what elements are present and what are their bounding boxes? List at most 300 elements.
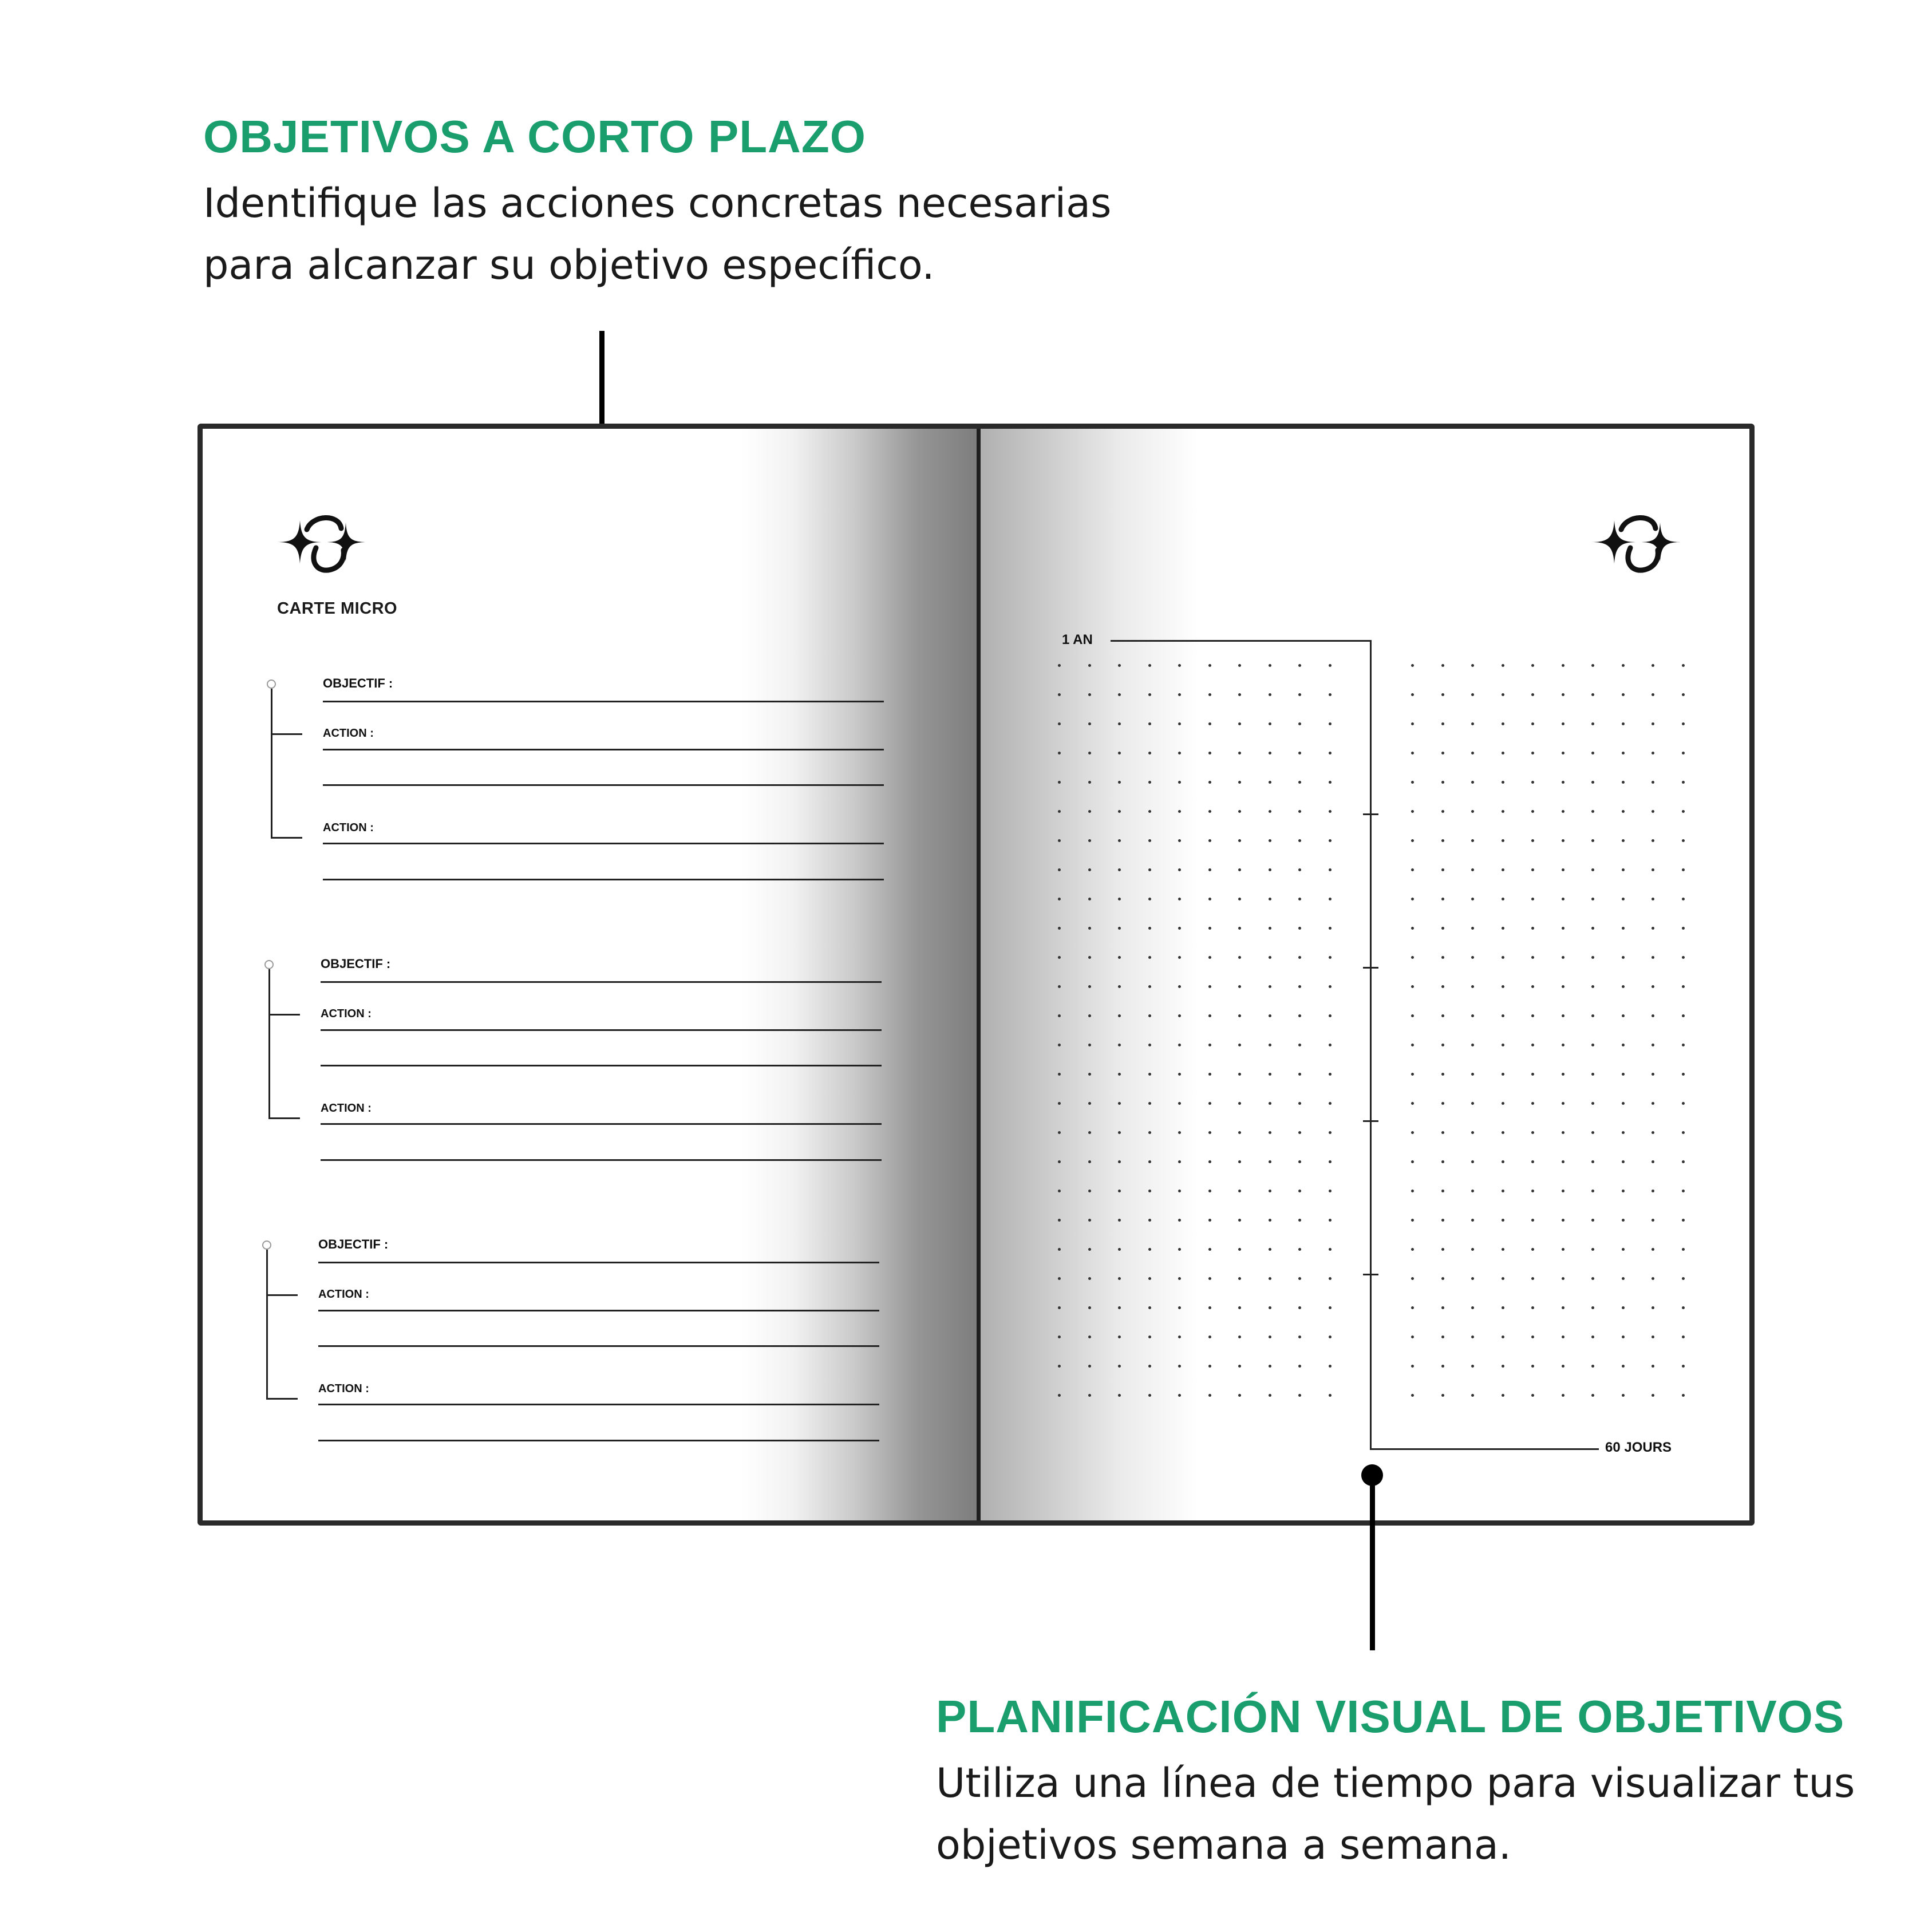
- grid-dot: [1238, 956, 1241, 959]
- grid-dot: [1208, 1306, 1211, 1309]
- grid-dot: [1298, 1044, 1301, 1046]
- grid-dot: [1088, 898, 1091, 900]
- grid-dot: [1562, 1160, 1564, 1163]
- grid-dot: [1682, 898, 1685, 900]
- grid-dot: [1298, 1394, 1301, 1397]
- grid-dot: [1411, 1248, 1414, 1251]
- grid-dot: [1441, 1248, 1444, 1251]
- grid-dot: [1471, 898, 1474, 900]
- grid-dot: [1591, 752, 1594, 754]
- grid-dot: [1502, 752, 1504, 754]
- grid-dot: [1238, 1131, 1241, 1134]
- objective-label: OBJECTIF :: [318, 1237, 389, 1251]
- grid-dot: [1682, 927, 1685, 930]
- grid-dot: [1329, 722, 1332, 725]
- grid-dot: [1622, 752, 1625, 754]
- action-write-line[interactable]: [318, 1440, 879, 1441]
- grid-dot: [1622, 722, 1625, 725]
- grid-dot: [1471, 722, 1474, 725]
- grid-dot: [1652, 1336, 1654, 1338]
- grid-dot: [1471, 1219, 1474, 1222]
- grid-dot: [1622, 1365, 1625, 1368]
- grid-dot: [1148, 810, 1151, 813]
- grid-dot: [1682, 1014, 1685, 1017]
- grid-dot: [1441, 810, 1444, 813]
- grid-dot: [1148, 868, 1151, 871]
- grid-dot: [1411, 722, 1414, 725]
- grid-dot: [1298, 752, 1301, 754]
- grid-dot: [1591, 1248, 1594, 1251]
- grid-dot: [1088, 1102, 1091, 1105]
- grid-dot: [1238, 1306, 1241, 1309]
- grid-dot: [1411, 927, 1414, 930]
- objective-group: [266, 676, 901, 897]
- grid-dot: [1058, 693, 1061, 696]
- ring-icon: [267, 679, 276, 689]
- grid-dot: [1148, 898, 1151, 900]
- grid-dot: [1238, 1160, 1241, 1163]
- grid-dot: [1411, 1073, 1414, 1076]
- grid-dot: [1471, 1394, 1474, 1397]
- grid-dot: [1208, 898, 1211, 900]
- grid-dot: [1682, 722, 1685, 725]
- action-write-line[interactable]: [323, 784, 884, 786]
- grid-dot: [1178, 956, 1181, 959]
- grid-dot: [1178, 693, 1181, 696]
- grid-dot: [1329, 927, 1332, 930]
- grid-dot: [1471, 1277, 1474, 1280]
- grid-dot: [1441, 1014, 1444, 1017]
- grid-dot: [1411, 1394, 1414, 1397]
- grid-dot: [1652, 693, 1654, 696]
- grid-dot: [1269, 1102, 1271, 1105]
- callout-description: [203, 172, 1205, 296]
- grid-dot: [1088, 1277, 1091, 1280]
- grid-dot: [1298, 1073, 1301, 1076]
- grid-dot: [1298, 1190, 1301, 1192]
- objective-group: [261, 1237, 896, 1458]
- grid-dot: [1622, 1277, 1625, 1280]
- grid-dot: [1471, 781, 1474, 784]
- grid-dot: [1058, 868, 1061, 871]
- grid-dot: [1531, 664, 1534, 667]
- grid-dot: [1471, 1044, 1474, 1046]
- grid-dot: [1208, 752, 1211, 754]
- grid-dot: [1531, 839, 1534, 842]
- grid-dot: [1329, 1219, 1332, 1222]
- grid-dot: [1148, 722, 1151, 725]
- grid-dot: [1269, 1306, 1271, 1309]
- grid-dot: [1652, 1014, 1654, 1017]
- action-label: ACTION :: [323, 727, 374, 740]
- grid-dot: [1329, 1190, 1332, 1192]
- grid-dot: [1148, 1336, 1151, 1338]
- grid-dot: [1208, 985, 1211, 988]
- grid-dot: [1471, 1306, 1474, 1309]
- grid-dot: [1238, 1102, 1241, 1105]
- grid-dot: [1118, 1306, 1121, 1309]
- grid-dot: [1329, 839, 1332, 842]
- grid-dot: [1238, 1190, 1241, 1192]
- objective-write-line[interactable]: [323, 701, 884, 702]
- connector-line: [268, 969, 270, 1119]
- grid-dot: [1682, 1102, 1685, 1105]
- grid-dot: [1118, 1336, 1121, 1338]
- grid-dot: [1622, 1044, 1625, 1046]
- grid-dot: [1238, 839, 1241, 842]
- grid-dot: [1562, 1044, 1564, 1046]
- grid-dot: [1471, 985, 1474, 988]
- connector-branch: [271, 837, 302, 839]
- right-page: [981, 429, 1749, 1520]
- grid-dot: [1652, 722, 1654, 725]
- callout-heading: PLANIFICACIÓN VISUAL DE OBJETIVOS: [936, 1691, 1845, 1742]
- action-write-line[interactable]: [321, 1029, 882, 1031]
- grid-dot: [1178, 1073, 1181, 1076]
- grid-dot: [1238, 1394, 1241, 1397]
- grid-dot: [1682, 1277, 1685, 1280]
- grid-dot: [1208, 1044, 1211, 1046]
- grid-dot: [1058, 664, 1061, 667]
- grid-dot: [1471, 1014, 1474, 1017]
- grid-dot: [1562, 752, 1564, 754]
- grid-dot: [1411, 693, 1414, 696]
- grid-dot: [1178, 1131, 1181, 1134]
- grid-dot: [1411, 1131, 1414, 1134]
- grid-dot: [1058, 839, 1061, 842]
- grid-dot: [1148, 1131, 1151, 1134]
- grid-dot: [1531, 1336, 1534, 1338]
- action-write-line[interactable]: [323, 749, 884, 750]
- grid-dot: [1298, 1365, 1301, 1368]
- grid-dot: [1562, 1131, 1564, 1134]
- grid-dot: [1178, 868, 1181, 871]
- grid-dot: [1441, 722, 1444, 725]
- grid-dot: [1238, 1219, 1241, 1222]
- grid-dot: [1208, 810, 1211, 813]
- grid-dot: [1269, 956, 1271, 959]
- action-write-line[interactable]: [321, 1159, 882, 1161]
- grid-dot: [1502, 1160, 1504, 1163]
- grid-dot: [1208, 1131, 1211, 1134]
- grid-dot: [1178, 1044, 1181, 1046]
- grid-dot: [1178, 927, 1181, 930]
- ring-icon: [262, 1240, 271, 1250]
- grid-dot: [1502, 927, 1504, 930]
- grid-dot: [1682, 752, 1685, 754]
- grid-dot: [1562, 664, 1564, 667]
- grid-dot: [1441, 1073, 1444, 1076]
- grid-dot: [1531, 752, 1534, 754]
- grid-dot: [1591, 810, 1594, 813]
- grid-dot: [1118, 839, 1121, 842]
- grid-dot: [1208, 1394, 1211, 1397]
- grid-dot: [1531, 1102, 1534, 1105]
- grid-dot: [1058, 722, 1061, 725]
- grid-dot: [1148, 1190, 1151, 1192]
- grid-dot: [1471, 693, 1474, 696]
- grid-dot: [1058, 752, 1061, 754]
- grid-dot: [1269, 898, 1271, 900]
- grid-dot: [1088, 839, 1091, 842]
- grid-dot: [1591, 1190, 1594, 1192]
- grid-dot: [1178, 722, 1181, 725]
- grid-dot: [1441, 868, 1444, 871]
- sparkle-swirl-logo-icon: [1586, 508, 1689, 576]
- grid-dot: [1411, 898, 1414, 900]
- grid-dot: [1148, 1160, 1151, 1163]
- grid-dot: [1058, 1131, 1061, 1134]
- grid-dot: [1411, 1014, 1414, 1017]
- grid-dot: [1118, 1044, 1121, 1046]
- action-label: ACTION :: [318, 1382, 369, 1395]
- grid-dot: [1652, 956, 1654, 959]
- dot-grid-right: [1411, 664, 1683, 1425]
- grid-dot: [1502, 1248, 1504, 1251]
- action-write-line[interactable]: [318, 1310, 879, 1311]
- grid-dot: [1329, 1073, 1332, 1076]
- grid-dot: [1531, 927, 1534, 930]
- grid-dot: [1411, 1219, 1414, 1222]
- grid-dot: [1441, 1219, 1444, 1222]
- grid-dot: [1058, 1044, 1061, 1046]
- grid-dot: [1118, 1219, 1121, 1222]
- grid-dot: [1058, 1306, 1061, 1309]
- grid-dot: [1329, 781, 1332, 784]
- grid-dot: [1441, 752, 1444, 754]
- grid-dot: [1088, 1248, 1091, 1251]
- grid-dot: [1622, 1014, 1625, 1017]
- grid-dot: [1562, 985, 1564, 988]
- grid-dot: [1058, 985, 1061, 988]
- grid-dot: [1682, 1219, 1685, 1222]
- grid-dot: [1088, 693, 1091, 696]
- grid-dot: [1058, 1014, 1061, 1017]
- grid-dot: [1471, 664, 1474, 667]
- grid-dot: [1088, 1073, 1091, 1076]
- grid-dot: [1502, 1277, 1504, 1280]
- grid-dot: [1298, 956, 1301, 959]
- grid-dot: [1441, 1306, 1444, 1309]
- grid-dot: [1411, 868, 1414, 871]
- grid-dot: [1652, 664, 1654, 667]
- grid-dot: [1118, 956, 1121, 959]
- action-write-line[interactable]: [321, 1123, 882, 1125]
- grid-dot: [1441, 927, 1444, 930]
- grid-dot: [1411, 752, 1414, 754]
- grid-dot: [1441, 1190, 1444, 1192]
- grid-dot: [1298, 693, 1301, 696]
- grid-dot: [1682, 1073, 1685, 1076]
- grid-dot: [1682, 1190, 1685, 1192]
- grid-dot: [1298, 722, 1301, 725]
- grid-dot: [1531, 985, 1534, 988]
- grid-dot: [1562, 956, 1564, 959]
- grid-dot: [1622, 868, 1625, 871]
- grid-dot: [1591, 1277, 1594, 1280]
- connector-branch: [268, 1117, 300, 1119]
- grid-dot: [1118, 1160, 1121, 1163]
- grid-dot: [1531, 1219, 1534, 1222]
- grid-dot: [1591, 1336, 1594, 1338]
- grid-dot: [1238, 693, 1241, 696]
- grid-dot: [1058, 810, 1061, 813]
- grid-dot: [1238, 1073, 1241, 1076]
- grid-dot: [1208, 1073, 1211, 1076]
- grid-dot: [1088, 1131, 1091, 1134]
- grid-dot: [1471, 956, 1474, 959]
- grid-dot: [1441, 1394, 1444, 1397]
- grid-dot: [1682, 956, 1685, 959]
- grid-dot: [1652, 1277, 1654, 1280]
- objective-write-line[interactable]: [318, 1262, 879, 1263]
- grid-dot: [1088, 664, 1091, 667]
- grid-dot: [1329, 1365, 1332, 1368]
- grid-dot: [1088, 985, 1091, 988]
- grid-dot: [1652, 752, 1654, 754]
- timeline-end-label: 60 JOURS: [1605, 1440, 1672, 1455]
- grid-dot: [1622, 839, 1625, 842]
- grid-dot: [1531, 1394, 1534, 1397]
- grid-dot: [1269, 1394, 1271, 1397]
- grid-dot: [1652, 868, 1654, 871]
- timeline-tick: [1363, 1274, 1378, 1275]
- grid-dot: [1148, 927, 1151, 930]
- grid-dot: [1269, 752, 1271, 754]
- grid-dot: [1441, 1336, 1444, 1338]
- grid-dot: [1502, 868, 1504, 871]
- grid-dot: [1591, 956, 1594, 959]
- grid-dot: [1531, 1073, 1534, 1076]
- grid-dot: [1471, 1365, 1474, 1368]
- objective-write-line[interactable]: [321, 981, 882, 983]
- grid-dot: [1622, 1248, 1625, 1251]
- timeline-tick: [1363, 967, 1378, 969]
- grid-dot: [1088, 927, 1091, 930]
- grid-dot: [1178, 752, 1181, 754]
- grid-dot: [1148, 1365, 1151, 1368]
- grid-dot: [1088, 1336, 1091, 1338]
- grid-dot: [1682, 1248, 1685, 1251]
- connector-line: [266, 1250, 268, 1399]
- grid-dot: [1148, 1219, 1151, 1222]
- grid-dot: [1088, 781, 1091, 784]
- action-write-line[interactable]: [323, 843, 884, 844]
- grid-dot: [1178, 839, 1181, 842]
- grid-dot: [1208, 1248, 1211, 1251]
- grid-dot: [1411, 781, 1414, 784]
- pointer-dot-bottom: [1361, 1464, 1383, 1486]
- grid-dot: [1502, 1394, 1504, 1397]
- grid-dot: [1652, 1248, 1654, 1251]
- grid-dot: [1118, 1394, 1121, 1397]
- grid-dot: [1591, 1044, 1594, 1046]
- grid-dot: [1178, 1248, 1181, 1251]
- action-write-line[interactable]: [318, 1345, 879, 1347]
- timeline-bottom-line: [1370, 1448, 1599, 1450]
- grid-dot: [1682, 664, 1685, 667]
- grid-dot: [1058, 927, 1061, 930]
- grid-dot: [1058, 1336, 1061, 1338]
- grid-dot: [1148, 1102, 1151, 1105]
- grid-dot: [1471, 1248, 1474, 1251]
- grid-dot: [1148, 1394, 1151, 1397]
- grid-dot: [1682, 1336, 1685, 1338]
- grid-dot: [1118, 1365, 1121, 1368]
- timeline-tick: [1363, 1120, 1378, 1122]
- grid-dot: [1682, 810, 1685, 813]
- grid-dot: [1298, 1160, 1301, 1163]
- grid-dot: [1298, 781, 1301, 784]
- grid-dot: [1591, 1102, 1594, 1105]
- grid-dot: [1178, 1306, 1181, 1309]
- grid-dot: [1118, 1014, 1121, 1017]
- grid-dot: [1531, 898, 1534, 900]
- grid-dot: [1441, 781, 1444, 784]
- grid-dot: [1178, 1394, 1181, 1397]
- grid-dot: [1622, 810, 1625, 813]
- grid-dot: [1441, 839, 1444, 842]
- grid-dot: [1329, 664, 1332, 667]
- grid-dot: [1088, 956, 1091, 959]
- grid-dot: [1591, 1394, 1594, 1397]
- grid-dot: [1238, 1044, 1241, 1046]
- grid-dot: [1238, 664, 1241, 667]
- grid-dot: [1441, 898, 1444, 900]
- action-write-line[interactable]: [321, 1065, 882, 1066]
- grid-dot: [1208, 927, 1211, 930]
- grid-dot: [1411, 1160, 1414, 1163]
- grid-dot: [1329, 1306, 1332, 1309]
- grid-dot: [1269, 927, 1271, 930]
- grid-dot: [1269, 839, 1271, 842]
- grid-dot: [1562, 1014, 1564, 1017]
- grid-dot: [1058, 1365, 1061, 1368]
- grid-dot: [1088, 752, 1091, 754]
- grid-dot: [1622, 985, 1625, 988]
- action-write-line[interactable]: [323, 879, 884, 880]
- grid-dot: [1058, 1160, 1061, 1163]
- grid-dot: [1411, 839, 1414, 842]
- grid-dot: [1058, 956, 1061, 959]
- grid-dot: [1652, 1102, 1654, 1105]
- grid-dot: [1269, 693, 1271, 696]
- grid-dot: [1502, 664, 1504, 667]
- grid-dot: [1269, 1219, 1271, 1222]
- action-write-line[interactable]: [318, 1404, 879, 1405]
- grid-dot: [1591, 722, 1594, 725]
- grid-dot: [1329, 752, 1332, 754]
- grid-dot: [1088, 868, 1091, 871]
- grid-dot: [1269, 1277, 1271, 1280]
- action-label: ACTION :: [318, 1288, 369, 1301]
- grid-dot: [1591, 1160, 1594, 1163]
- grid-dot: [1471, 1102, 1474, 1105]
- grid-dot: [1471, 839, 1474, 842]
- grid-dot: [1088, 1306, 1091, 1309]
- grid-dot: [1329, 1248, 1332, 1251]
- grid-dot: [1178, 898, 1181, 900]
- grid-dot: [1208, 664, 1211, 667]
- notebook-spread: [197, 424, 1755, 1526]
- grid-dot: [1441, 1102, 1444, 1105]
- grid-dot: [1269, 1160, 1271, 1163]
- grid-dot: [1652, 1190, 1654, 1192]
- grid-dot: [1298, 1014, 1301, 1017]
- grid-dot: [1298, 898, 1301, 900]
- grid-dot: [1531, 722, 1534, 725]
- grid-dot: [1178, 1102, 1181, 1105]
